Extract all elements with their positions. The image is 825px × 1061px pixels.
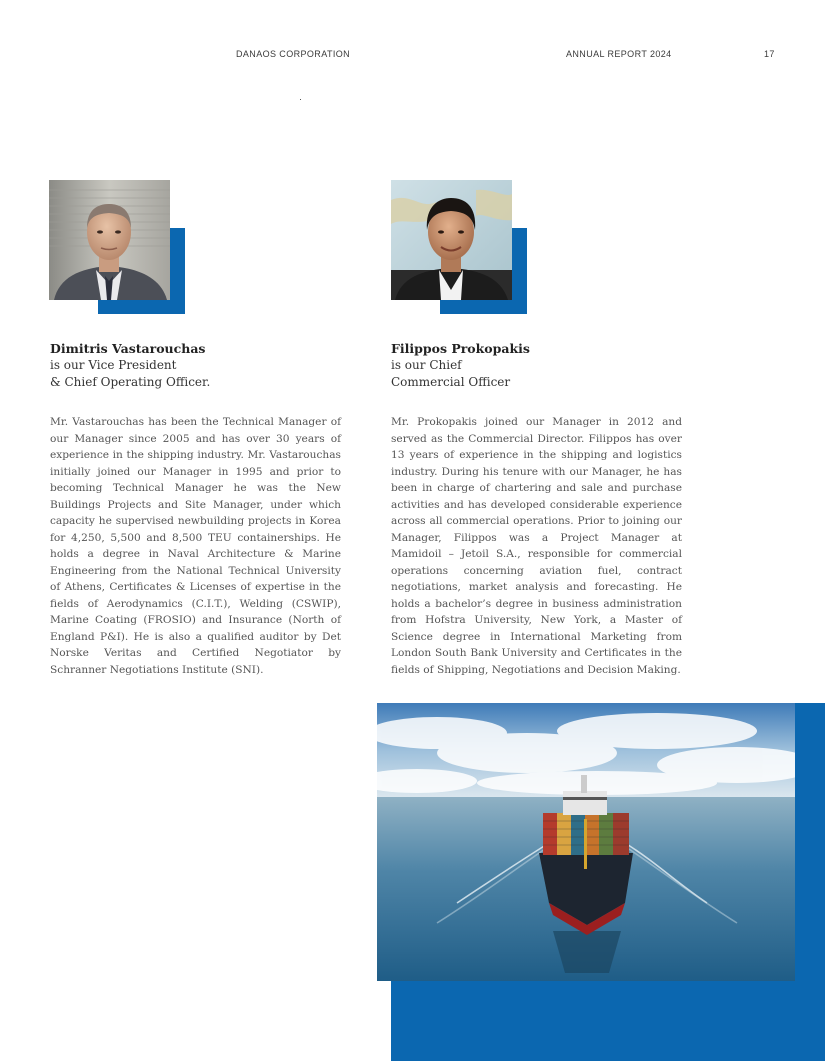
person-bio-prokopakis: Mr. Prokopakis joined our Manager in 2012 and served as the Commercial Director. Filippos has over 13 years of experience in the shipping and logistics industry. During his tenure with our Manager, he has been in charge of chartering and sale and purchase activities and has developed considerable experience across all commercial operations. Prior to joining our Manager, Filippos was a Project Manager at Mamidoil – Jetoil S.A., responsible for commercial operations concerning aviation fuel, contract negotiations, market analysis and forecasting. He holds a bachelor’s degree in business administration from Hofstra University, New York, a Master of Science degree in International Marketing from London South Bank University and Certificates in the fields of Shipping, Negotiations and Decision Making. bbox=[391, 416, 682, 676]
container-ship-photo bbox=[377, 703, 795, 981]
portrait-photo-vastarouchas bbox=[49, 180, 170, 300]
person-role-line2: Commercial Officer bbox=[391, 375, 511, 389]
portrait-vastarouchas bbox=[49, 180, 185, 314]
person-role-line1: is our Chief bbox=[391, 358, 462, 372]
person-name-prokopakis: Filippos Prokopakis bbox=[391, 341, 530, 356]
header-company: DANAOS CORPORATION bbox=[236, 49, 351, 59]
person-bio-vastarouchas: Mr. Vastarouchas has been the Technical Manager of our Manager since 2005 and has over 30 years of experience in the shipping industry. Mr. Vastarouchas initially joined our Manager in 1995 and prior to becoming Technical Manager he was the New Buildings Projects and Site Manager, under which capacity he supervised newbuilding projects in Korea for 4,250, 5,500 and 8,500 TEU containerships. He holds a degree in Naval Architecture & Marine Engineering from the National Technical University of Athens, Certificates & Licenses of expertise in the fields of Aerodynamics (C.I.T.), Welding (CSWIP), Marine Coating (FROSIO) and Insurance (North of England P&I). He is also a qualified auditor by Det Norske Veritas and Certified Negotiator by Schranner Negotiations Institute (SNI). bbox=[50, 416, 341, 676]
person-role-line1: is our Vice President bbox=[50, 358, 177, 372]
accent-block-bottom bbox=[391, 980, 825, 1061]
portrait-prokopakis bbox=[391, 180, 527, 314]
person-role-line2: & Chief Operating Officer. bbox=[50, 375, 211, 389]
stray-dot bbox=[300, 99, 301, 100]
portrait-photo-prokopakis bbox=[391, 180, 512, 300]
page-number: 17 bbox=[764, 49, 775, 59]
header-report-title: ANNUAL REPORT 2024 bbox=[566, 49, 672, 59]
person-name-vastarouchas: Dimitris Vastarouchas bbox=[50, 341, 206, 356]
